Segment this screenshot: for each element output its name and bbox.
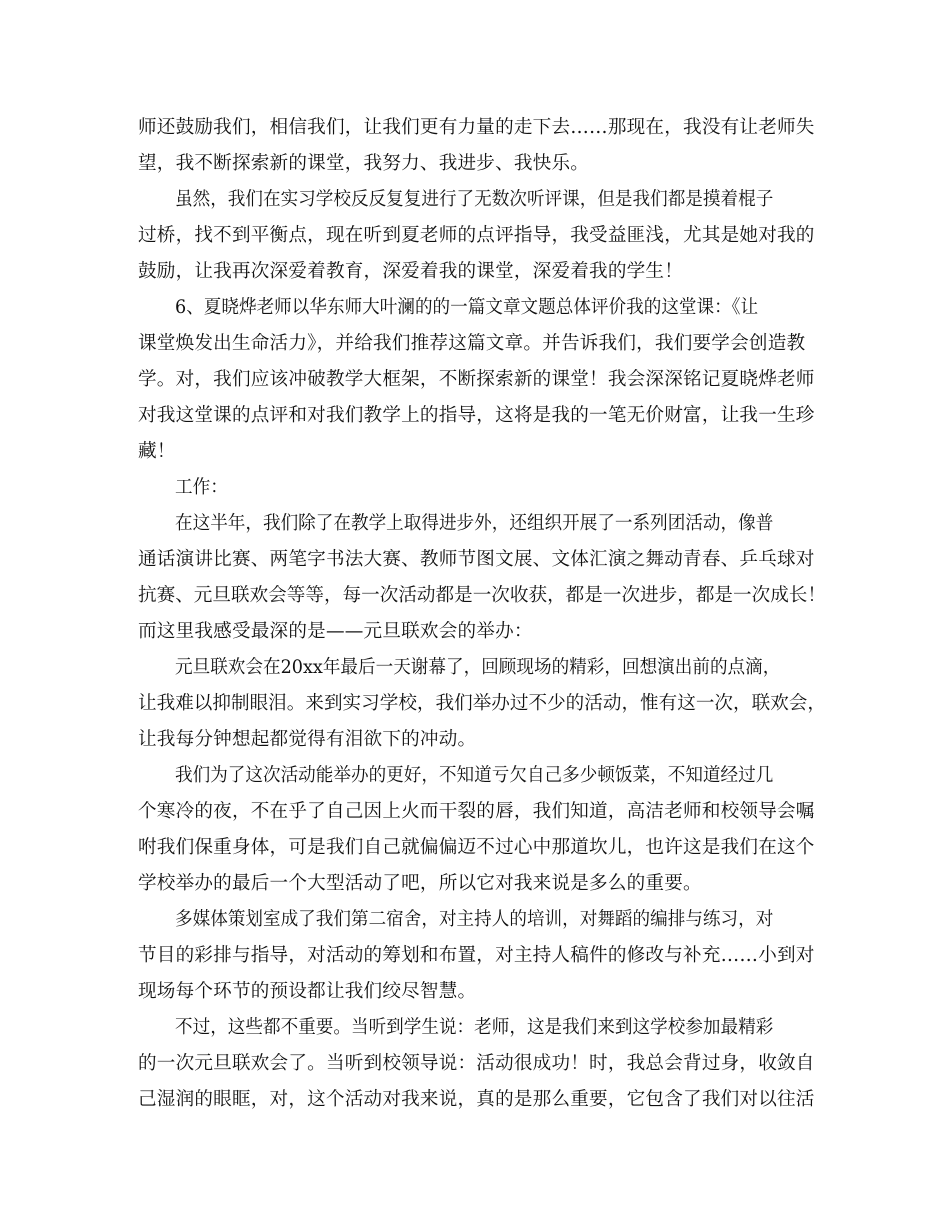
text-line: 在这半年，我们除了在教学上取得进步外，还组织开展了一系列团活动，像普 <box>175 513 774 534</box>
text-line: 通话演讲比赛、两笔字书法大赛、教师节图文展、文体汇演之舞动青春、乒乓球对 <box>138 549 815 570</box>
text-line: 课堂焕发出生命活力》，并给我们推荐这篇文章。并告诉我们，我们要学会创造教 <box>138 333 806 354</box>
text-line: 多媒体策划室成了我们第二宿舍，对主持人的培训，对舞蹈的编排与练习，对 <box>175 909 774 930</box>
text-line: 6、夏晓烨老师以华东师大叶澜的的一篇文章文题总体评价我的这堂课：《让 <box>175 297 759 318</box>
text-line: 而这里我感受最深的是——元旦联欢会的举办： <box>138 621 533 642</box>
text-line: 己湿润的眼眶，对，这个活动对我来说，真的是那么重要，它包含了我们对以往活 <box>138 1089 815 1110</box>
text-line: 现场每个环节的预设都让我们绞尽智慧。 <box>138 981 477 1002</box>
text-line: 对我这堂课的点评和对我们教学上的指导，这将是我的一笔无价财富，让我一生珍 <box>138 405 815 426</box>
text-line: 我们为了这次活动能举办的更好，不知道亏欠自己多少顿饭菜，不知道经过几 <box>175 765 774 786</box>
text-line: 元旦联欢会在20xx年最后一天谢幕了，回顾现场的精彩，回想演出前的点滴， <box>175 657 781 678</box>
text-line: 工作： <box>175 477 228 498</box>
text-line: 节目的彩排与指导，对活动的筹划和布置，对主持人稿件的修改与补充……小到对 <box>138 945 815 966</box>
text-line: 的一次元旦联欢会了。当听到校领导说：活动很成功！时，我总会背过身，收敛自 <box>138 1053 815 1074</box>
text-line: 师还鼓励我们，相信我们，让我们更有力量的走下去……那现在，我没有让老师失 <box>138 117 815 138</box>
text-line: 学校举办的最后一个大型活动了吧，所以它对我来说是多么的重要。 <box>138 873 702 894</box>
text-line: 藏！ <box>138 441 176 462</box>
text-line: 让我每分钟想起都觉得有泪欲下的冲动。 <box>138 729 477 750</box>
text-line: 鼓励，让我再次深爱着教育，深爱着我的课堂，深爱着我的学生！ <box>138 261 684 282</box>
text-line: 虽然，我们在实习学校反反复复进行了无数次听评课，但是我们都是摸着棍子 <box>175 189 774 210</box>
text-line: 咐我们保重身体，可是我们自己就偏偏迈不过心中那道坎儿，也许这是我们在这个 <box>138 837 815 858</box>
text-line: 抗赛、元旦联欢会等等，每一次活动都是一次收获，都是一次进步，都是一次成长！ <box>138 585 826 606</box>
text-line: 个寒冷的夜，不在乎了自己因上火而干裂的唇，我们知道，高洁老师和校领导会嘱 <box>138 801 815 822</box>
text-line: 望，我不断探索新的课堂，我努力、我进步、我快乐。 <box>138 153 590 174</box>
text-line: 过桥，找不到平衡点，现在听到夏老师的点评指导，我受益匪浅，尤其是她对我的 <box>138 225 815 246</box>
text-line: 学。对，我们应该冲破教学大框架，不断探索新的课堂！我会深深铭记夏晓烨老师 <box>138 369 815 390</box>
text-line: 让我难以抑制眼泪。来到实习学校，我们举办过不少的活动，惟有这一次，联欢会， <box>138 693 826 714</box>
text-line: 不过，这些都不重要。当听到学生说：老师，这是我们来到这学校参加最精彩 <box>175 1017 774 1038</box>
